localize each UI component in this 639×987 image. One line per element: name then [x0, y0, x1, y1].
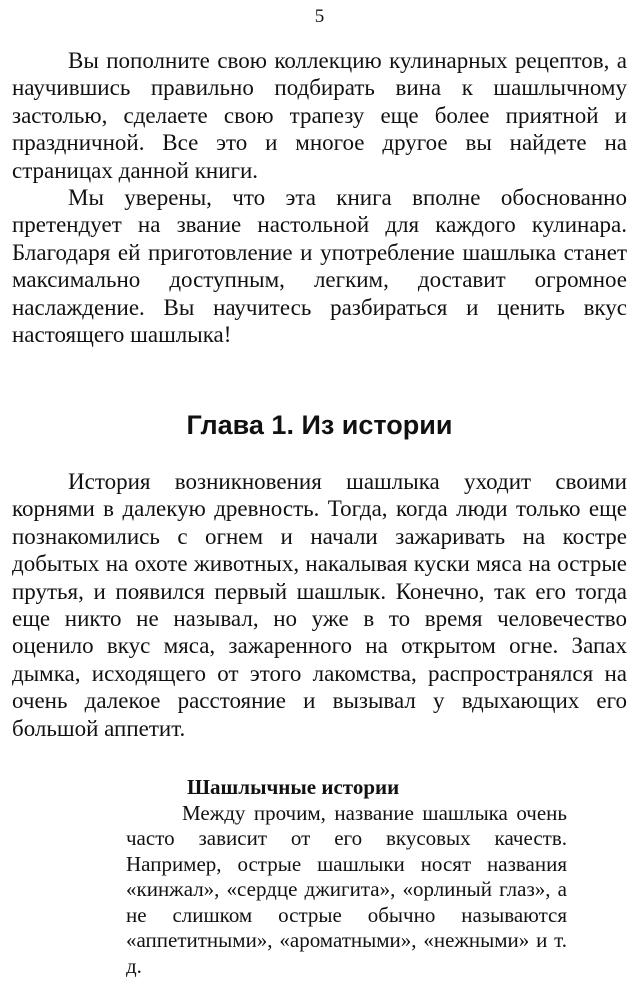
sidebar-title: Шашлычные истории	[187, 775, 400, 799]
chapter-title: Глава 1. Из истории	[186, 410, 453, 440]
history-section	[12, 468, 627, 742]
page-number: 5	[314, 6, 325, 27]
sidebar-text: Между прочим, название шашлыка очень часто зависит от его вкусовых качеств. Например, острые шашлыки носят названия «кинжал», «сердце джигита», «орлиный глаз», а не слишком острые обычно называются «аппетитными», «ароматными», «нежными» и т. д.	[126, 800, 567, 978]
intro-paragraph: Вы пополните свою коллекцию кулинарных рецептов, а научившись правильно подбирать вина к шашлычному застолью, сделаете свою трапезу еще более приятной и праздничной. Все это и многое другое вы найдете на страницах данной книги.	[12, 48, 627, 183]
intro-section	[12, 47, 627, 348]
sidebar-box	[126, 775, 567, 979]
intro-paragraph: Мы уверены, что эта книга вполне обоснованно претендует на звание настольной для каждого кулинара. Благодаря ей приготовление и употребление шашлыка станет максимально доступным, легким, доставит огромное наслаждение. Вы научитесь разбираться и ценить вкус настоящего шашлыка!	[12, 185, 627, 348]
history-paragraph: История возникновения шашлыка уходит своими корнями в далекую древность. Тогда, когда люди только еще познакомились с огнем и начали зажаривать на костре добытых на охоте животных, накалывая куски мяса на острые прутья, и появился первый шашлык. Конечно, так его тогда еще никто не называл, но уже в то время человечество оценило вкус мяса, зажаренного на открытом огне. Запах дымка, исходящего от этого лакомства, распространялся на очень далекое расстояние и вызывал у вдыхающих его большой аппетит.	[12, 469, 627, 741]
